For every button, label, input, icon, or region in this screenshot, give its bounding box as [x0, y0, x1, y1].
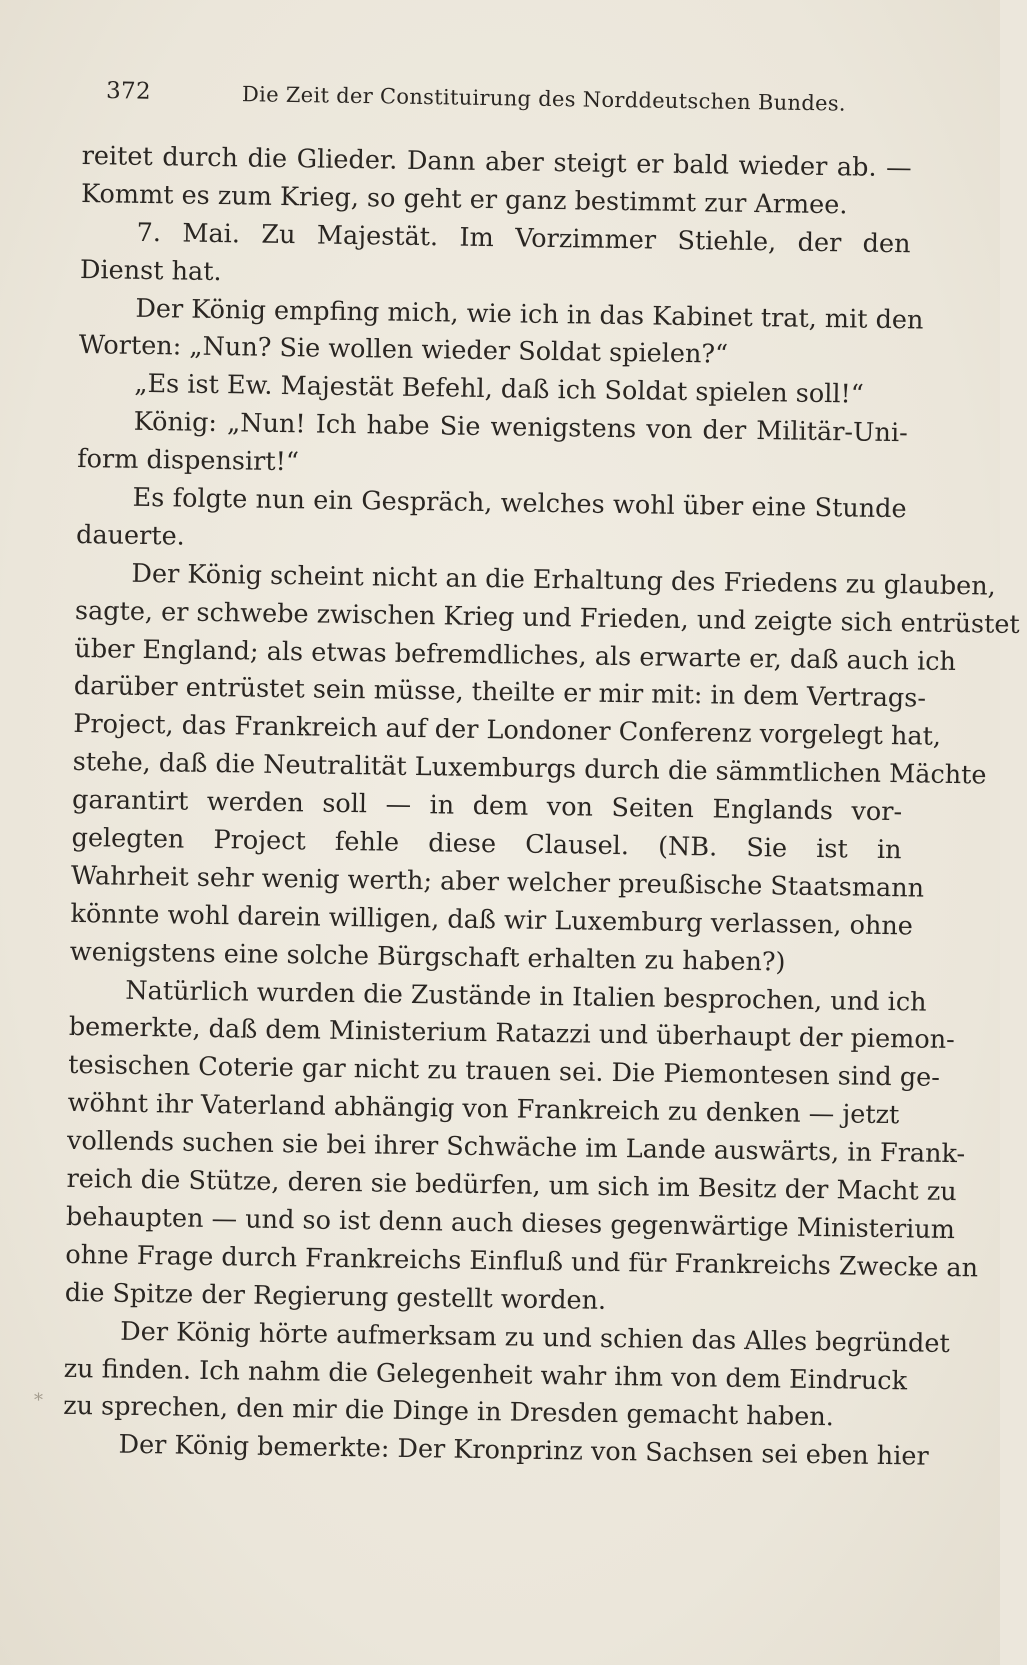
text-line: behaupten — und so ist denn auch dieses gegenwärtige Ministerium — [65, 1201, 956, 1246]
text-line: Der König bemerkte: Der Kronprinz von Sachsen sei eben hier — [118, 1429, 929, 1472]
text-line: die Spitze der Regierung gestellt worden. — [64, 1277, 607, 1316]
text-line: „Es ist Ew. Majestät Befehl, daß ich Soldat spielen soll!“ — [134, 369, 865, 410]
text-line: zu finden. Ich nahm die Gelegenheit wahr ihm von dem Eindruck — [63, 1353, 908, 1396]
text-line: reitet durch die Glieder. Dann aber steigt er bald wieder ab. — — [81, 140, 912, 184]
text-line: gelegten Project fehle diese Clausel. (NB. Sie ist in — [71, 822, 902, 866]
text-line: Wahrheit sehr wenig werth; aber welcher preußische Staatsmann — [70, 860, 925, 904]
body-text — [62, 138, 1020, 1476]
text-line: zu sprechen, den mir die Dinge in Dresden gemacht haben. — [62, 1391, 835, 1433]
text-line: Der König empfing mich, wie ich in das Kabinet trat, mit den — [135, 293, 924, 336]
text-line: Der König scheint nicht an die Erhaltung des Friedens zu glauben, — [131, 558, 996, 602]
text-line: bemerkte, daß dem Ministerium Ratazzi und überhaupt der piemon- — [68, 1012, 955, 1056]
margin-mark: * — [34, 1390, 43, 1411]
text-line: form dispensirt!“ — [77, 444, 300, 478]
text-line: Natürlich wurden die Zustände in Italien besprochen, und ich — [125, 975, 927, 1018]
text-line: ohne Frage durch Frankreichs Einfluß und für Frankreichs Zwecke an — [65, 1239, 979, 1284]
text-line: Worten: „Nun? Sie wollen wieder Soldat spielen?“ — [78, 330, 729, 371]
text-line: Kommt es zum Krieg, so geht er ganz bestimmt zur Armee. — [80, 178, 848, 221]
text-line: wenigstens eine solche Bürgschaft erhalten zu haben?) — [69, 936, 786, 978]
text-line: 7. Mai. Zu Majestät. Im Vorzimmer Stiehle, der den — [136, 217, 911, 260]
text-line: garantirt werden soll — in dem von Seiten Englands vor- — [71, 785, 903, 828]
text-line: dauerte. — [75, 519, 186, 552]
text-line: Es folgte nun ein Gespräch, welches wohl über eine Stunde — [132, 482, 907, 525]
text-line: wöhnt ihr Vaterland abhängig von Frankreich zu denken — jetzt — [67, 1088, 900, 1131]
text-line: über England; als etwas befremdliches, als erwarte er, daß auch ich — [74, 633, 957, 677]
text-line: sagte, er schwebe zwischen Krieg und Frieden, und zeigte sich entrüstet — [74, 595, 1020, 640]
text-line: reich die Stütze, deren sie bedürfen, um sich im Besitz der Macht zu — [66, 1163, 957, 1208]
text-line: Dienst hat. — [79, 254, 222, 287]
page-number: 372 — [105, 78, 152, 105]
running-head: Die Zeit der Constituirung des Norddeutschen Bundes. — [241, 82, 847, 116]
text-line: Der König hörte aufmerksam zu und schien das Alles begründet — [120, 1316, 950, 1359]
text-line: könnte wohl darein willigen, daß wir Luxemburg verlassen, ohne — [70, 898, 914, 942]
text-line: tesischen Coterie gar nicht zu trauen sei. Die Piemontesen sind ge- — [68, 1050, 941, 1094]
text-line: König: „Nun! Ich habe Sie wenigstens von der Militär-Uni- — [133, 407, 908, 449]
page-header — [105, 78, 847, 123]
text-line: stehe, daß die Neutralität Luxemburgs durch die sämmtlichen Mächte — [72, 747, 987, 791]
text-line: Project, das Frankreich auf der Londoner Conferenz vorgelegt hat, — [73, 709, 942, 753]
text-line: darüber entrüstet sein müsse, theilte er mir mit: in dem Vertrags- — [73, 671, 927, 715]
text-line: vollends suchen sie bei ihrer Schwäche im Lande auswärts, in Frank- — [66, 1126, 966, 1170]
